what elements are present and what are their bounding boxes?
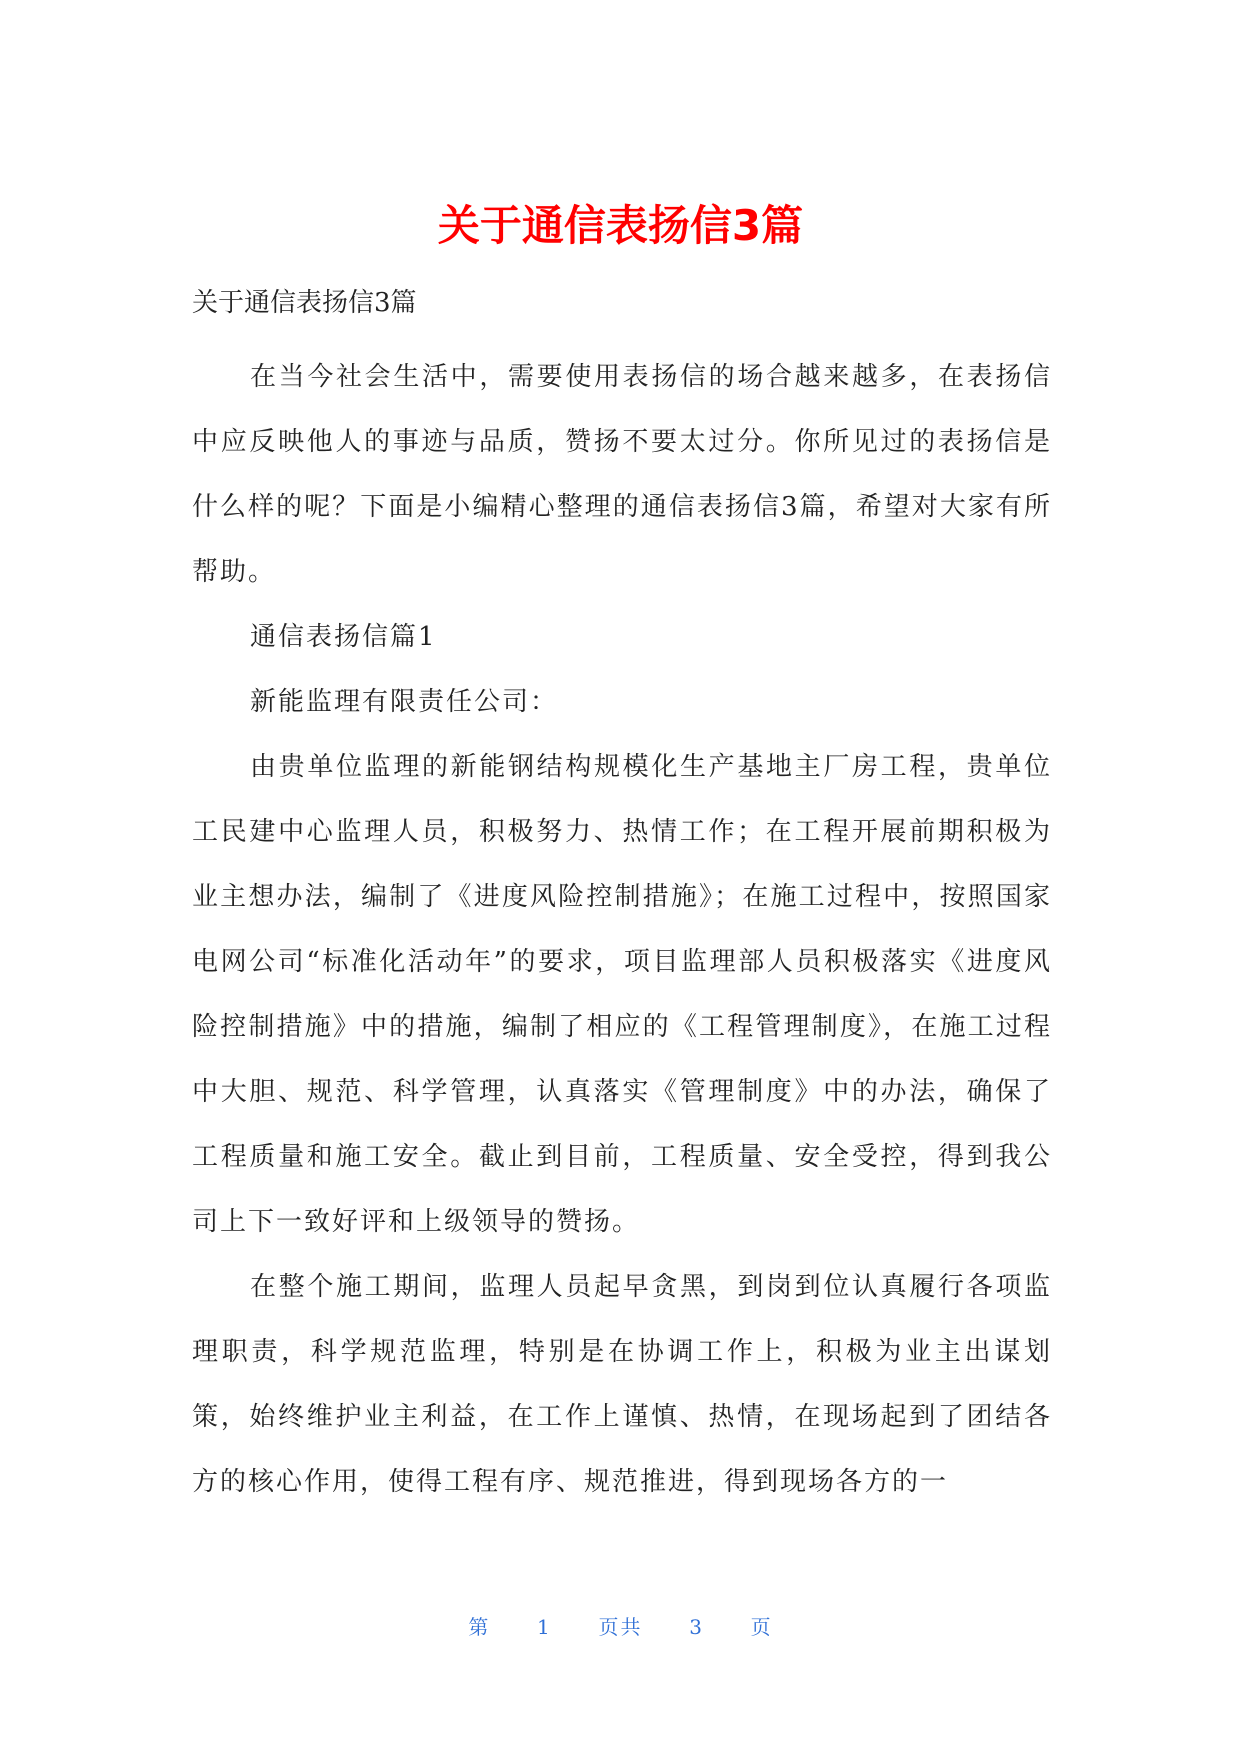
document-body bbox=[192, 285, 1052, 1515]
footer-suffix: 页 bbox=[750, 1615, 773, 1639]
paragraph-body-1: 由贵单位监理的新能钢结构规模化生产基地主厂房工程，贵单位工民建中心监理人员，积极努力、热情工作；在工程开展前期积极为业主想办法，编制了《进度风险控制措施》；在施工过程中，按照国家电网公司“标准化活动年”的要求，项目监理部人员积极落实《进度风险控制措施》中的措施，编制了相应的《工程管理制度》，在施工过程中大胆、规范、科学管理，认真落实《管理制度》中的办法，确保了工程质量和施工安全。截止到目前，工程质量、安全受控，得到我公司上下一致好评和上级领导的赞扬。 bbox=[192, 752, 1052, 1237]
paragraph-body-2: 在整个施工期间，监理人员起早贪黑，到岗到位认真履行各项监理职责，科学规范监理，特别是在协调工作上，积极为业主出谋划策，始终维护业主利益，在工作上谨慎、热情，在现场起到了团结各方的核心作用，使得工程有序、规范推进，得到现场各方的一 bbox=[192, 1272, 1052, 1497]
paragraph-section-heading: 通信表扬信篇1 bbox=[250, 622, 437, 652]
page-footer bbox=[0, 1611, 1241, 1640]
document-subtitle: 关于通信表扬信3篇 bbox=[192, 288, 417, 318]
paragraph-salutation: 新能监理有限责任公司： bbox=[250, 687, 559, 717]
footer-page-current: 1 bbox=[537, 1615, 552, 1639]
footer-page-total: 3 bbox=[689, 1615, 704, 1639]
footer-prefix: 第 bbox=[468, 1615, 491, 1639]
footer-middle: 页共 bbox=[598, 1615, 643, 1639]
paragraph-intro: 在当今社会生活中，需要使用表扬信的场合越来越多，在表扬信中应反映他人的事迹与品质，赞扬不要太过分。你所见过的表扬信是什么样的呢？下面是小编精心整理的通信表扬信3篇，希望对大家有所帮助。 bbox=[192, 362, 1052, 587]
document-title: 关于通信表扬信3篇 bbox=[437, 201, 804, 250]
